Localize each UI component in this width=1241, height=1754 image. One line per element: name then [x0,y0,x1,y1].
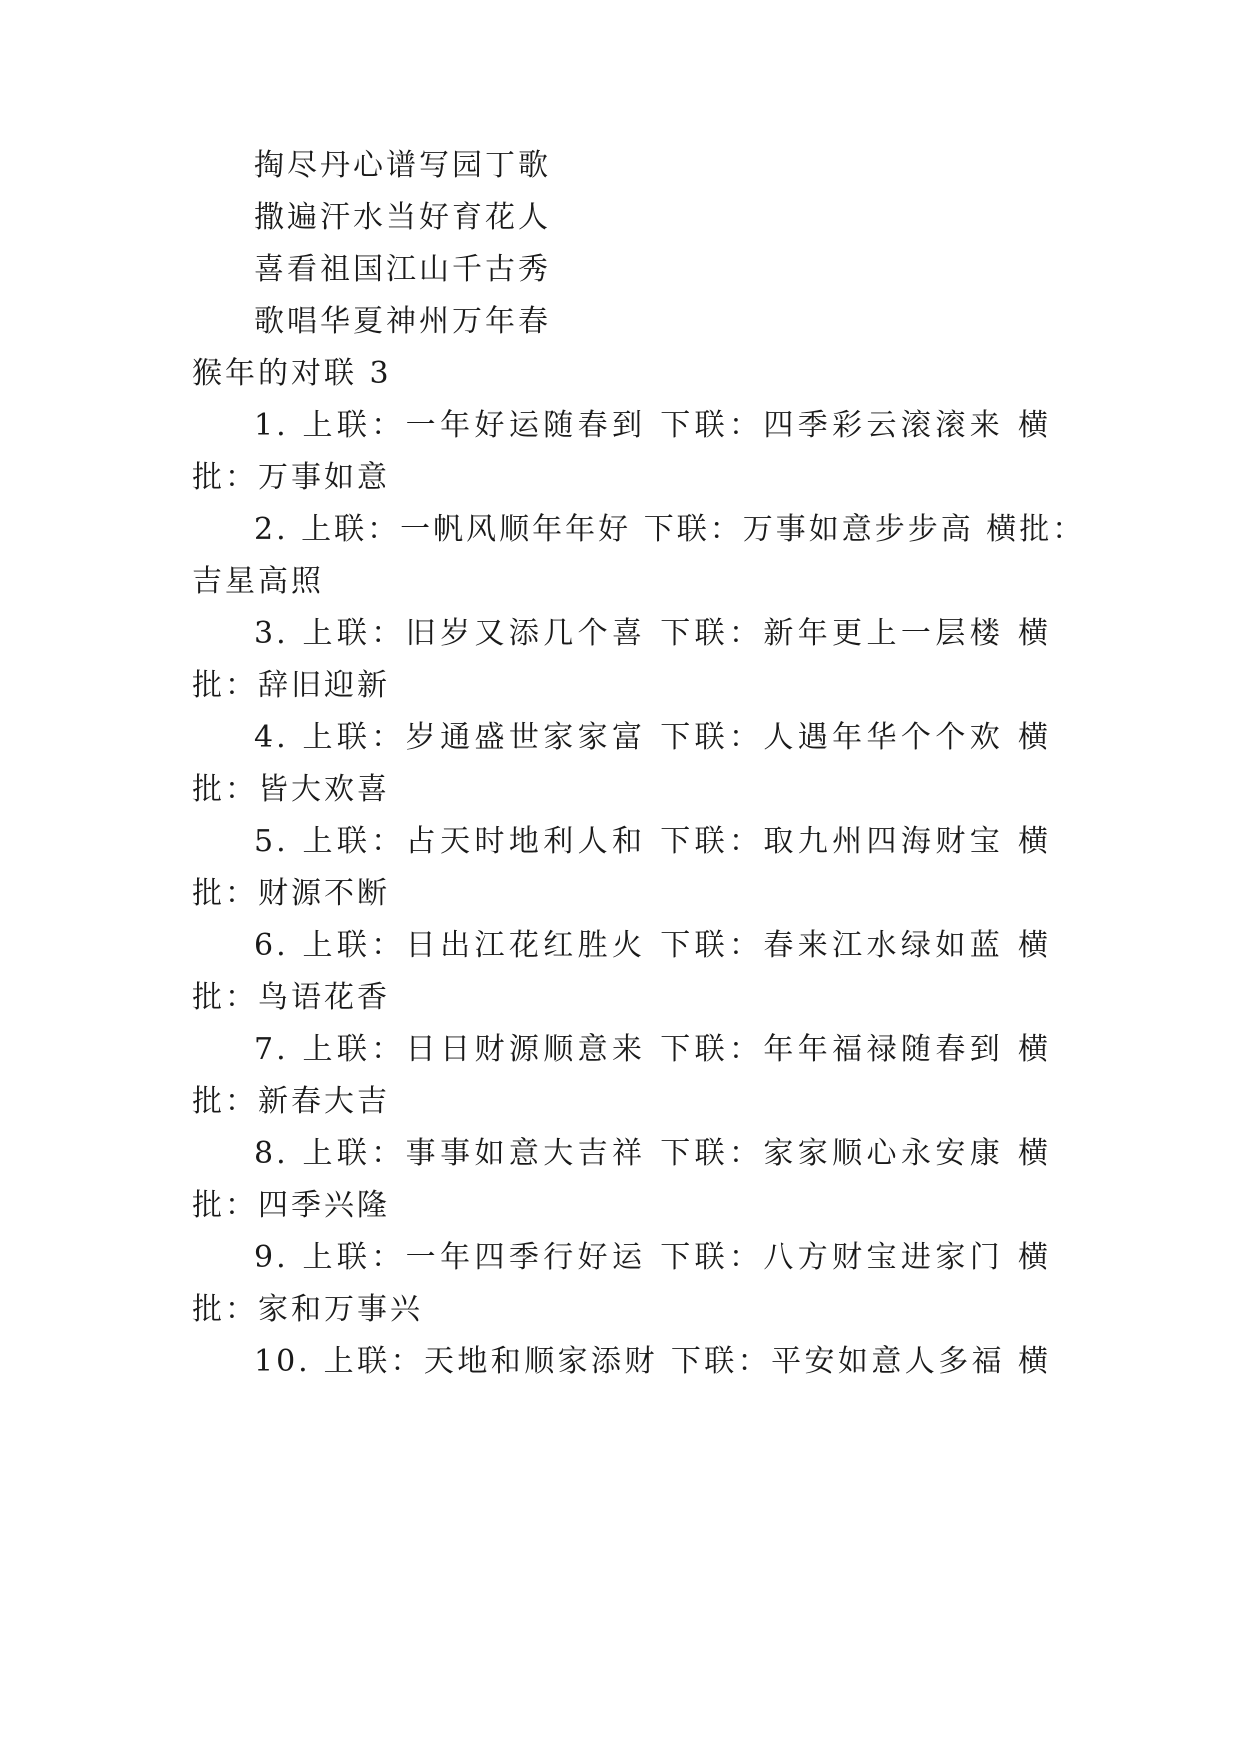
couplet-continuation: 吉星高照 [192,564,324,599]
couplet-line: 2. 上联：一帆风顺年年好 下联：万事如意步步高 横批： [254,512,1086,547]
couplet-line: 5. 上联：占天时地利人和 下联：取九州四海财宝 横 [254,824,1051,859]
poem-line: 喜看祖国江山千古秀 [254,252,551,287]
couplet-line: 10. 上联：天地和顺家添财 下联：平安如意人多福 横 [254,1344,1051,1379]
couplet-line: 6. 上联：日出江花红胜火 下联：春来江水绿如蓝 横 [254,928,1051,963]
couplet-line: 8. 上联：事事如意大吉祥 下联：家家顺心永安康 横 [254,1136,1051,1171]
poem-line: 掏尽丹心谱写园丁歌 [254,148,551,183]
couplet-line: 4. 上联：岁通盛世家家富 下联：人遇年华个个欢 横 [254,720,1051,755]
couplet-continuation: 批：皆大欢喜 [192,772,390,807]
couplet-continuation: 批：新春大吉 [192,1084,390,1119]
couplet-line: 3. 上联：旧岁又添几个喜 下联：新年更上一层楼 横 [254,616,1051,651]
couplet-line: 7. 上联：日日财源顺意来 下联：年年福禄随春到 横 [254,1032,1051,1067]
section-heading: 猴年的对联 3 [192,356,392,391]
couplet-continuation: 批：四季兴隆 [192,1188,390,1223]
couplet-line: 9. 上联：一年四季行好运 下联：八方财宝进家门 横 [254,1240,1051,1275]
couplet-continuation: 批：家和万事兴 [192,1292,423,1327]
couplet-line: 1. 上联：一年好运随春到 下联：四季彩云滚滚来 横 [254,408,1051,443]
couplet-continuation: 批：财源不断 [192,876,390,911]
couplet-continuation: 批：鸟语花香 [192,980,390,1015]
couplet-continuation: 批：辞旧迎新 [192,668,390,703]
couplet-continuation: 批：万事如意 [192,460,390,495]
poem-line: 歌唱华夏神州万年春 [254,304,551,339]
poem-line: 撒遍汗水当好育花人 [254,200,551,235]
